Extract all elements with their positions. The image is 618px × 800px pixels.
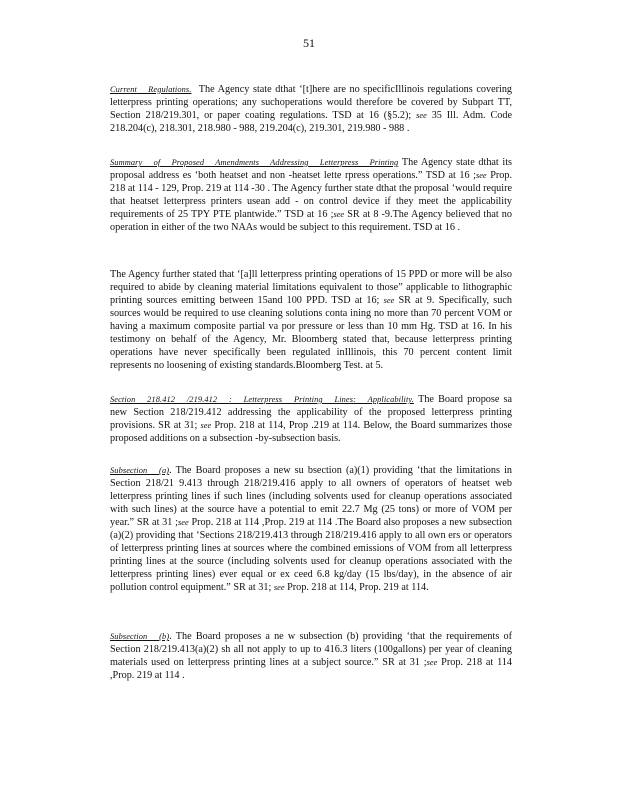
heading-subsection-a: Subsection (a) <box>110 466 170 475</box>
heading-subsection-b: Subsection (b) <box>110 632 170 641</box>
heading-summary-of-amendments: Summary of Proposed Amendments Addressing Letterpress Printing <box>110 158 399 167</box>
paragraph-cleaning-material-limits: The Agency further stated that ‘[a]ll letterpress printing operations of 15 PPD or more will be also required to abide by cleaning material limitations equivalent to those” applicable to lithographic printing sources emitting between 15and 100 PPD. TSD at 16; see SR at 9. Specifically, such sources would be required to use cleaning solutions conta ining no more than 70 percent VOM or having a maximum composite partial va por pressure or less than 10 mm Hg. TSD at 16. In his testimony on behalf of the Agency, Mr. Bloomberg stated that, because letterpress printing operations have never specifically been regulated inIllinois, this 70 percent content limit represents no loosening of existing standards.Bloomberg Test. at 5. <box>110 269 512 371</box>
paragraph-subsection-a: Subsection (a). The Board proposes a new su bsection (a)(1) providing ‘that the limitations in Section 218/21 9.413 through 218/219.416 apply to all owners of operators of heatset web letterpress printing lines if such lines (including solvents used for cleanup operations associated with such lines) at the source have a potential to emit 22.7 Mg (25 tons) or more of VOM per year.” SR at 31 ;see Prop. 218 at 114 ,Prop. 219 at 114 .The Board also proposes a new subsection (a)(2) providing that ‘Sections 218/219.413 through 218/219.416 apply to all own ers or operators of letterpress printing lines at sources where the combined emissions of VOM from all letterpress printing lines at the source (including solvents used for cleanup operations associated with the letterpress printing lines) ever equal or ex ceed 6.8 kg/day (15 lbs/day), in the absence of air pollution control equipment.” SR at 31; see Prop. 218 at 114, Prop. 219 at 114. <box>110 465 512 593</box>
paragraph-summary-of-amendments: Summary of Proposed Amendments Addressing Letterpress Printing The Agency state dthat its proposal address es ‘both heatset and non -heatset lette rpress operations.” TSD at 16 ;see Prop. 218 at 114 - 129, Prop. 219 at 114 -30 . The Agency further state dthat the proposal ‘would require that heatset letterpress printers usean add - on control device if they meet the applicability requirements of 25 TPY PTE plantwide.” TSD at 16 ;see SR at 8 -9.The Agency believed that no operation in either of the two NAAs would be subject to this requirement. TSD at 16 . <box>110 157 513 233</box>
paragraph-current-regulations: Current Regulations. The Agency state dthat ‘[t]here are no specificIllinois regulations covering letterpress printing operations; any suchoperations would therefore be covered by Subpart TT, Section 218/219.301, or paper coating regulations. TSD at 16 (§5.2); see 35 Ill. Adm. Code 218.204(c), 218.301, 218.980 - 988, 219.204(c), 219.301, 219.980 - 988 . <box>110 84 513 134</box>
paragraph-subsection-b: Subsection (b). The Board proposes a ne w subsection (b) providing ‘that the requirements of Section 218/219.413(a)(2) sh all not apply to up to 416.3 liters (100gallons) per year of cleaning materials used on letterpress printing lines at a subject source.” SR at 31 ;see Prop. 218 at 114 ,Prop. 219 at 114 . <box>110 631 512 681</box>
heading-section-412: Section 218.412 /219.412 : Letterpress Printing Lines: Applicability. <box>110 395 414 404</box>
page-number: 51 <box>303 36 315 50</box>
heading-current-regulations: Current Regulations. <box>110 85 192 94</box>
paragraph-section-412-applicability: Section 218.412 /219.412 : Letterpress Printing Lines: Applicability. The Board propose sa new Section 218/219.412 addressing the applicability of the proposed letterpress printing provisions. SR at 31; see Prop. 218 at 114, Prop .219 at 114. Below, the Board summarizes those proposed additions on a subsection -by-subsection basis. <box>110 394 513 444</box>
